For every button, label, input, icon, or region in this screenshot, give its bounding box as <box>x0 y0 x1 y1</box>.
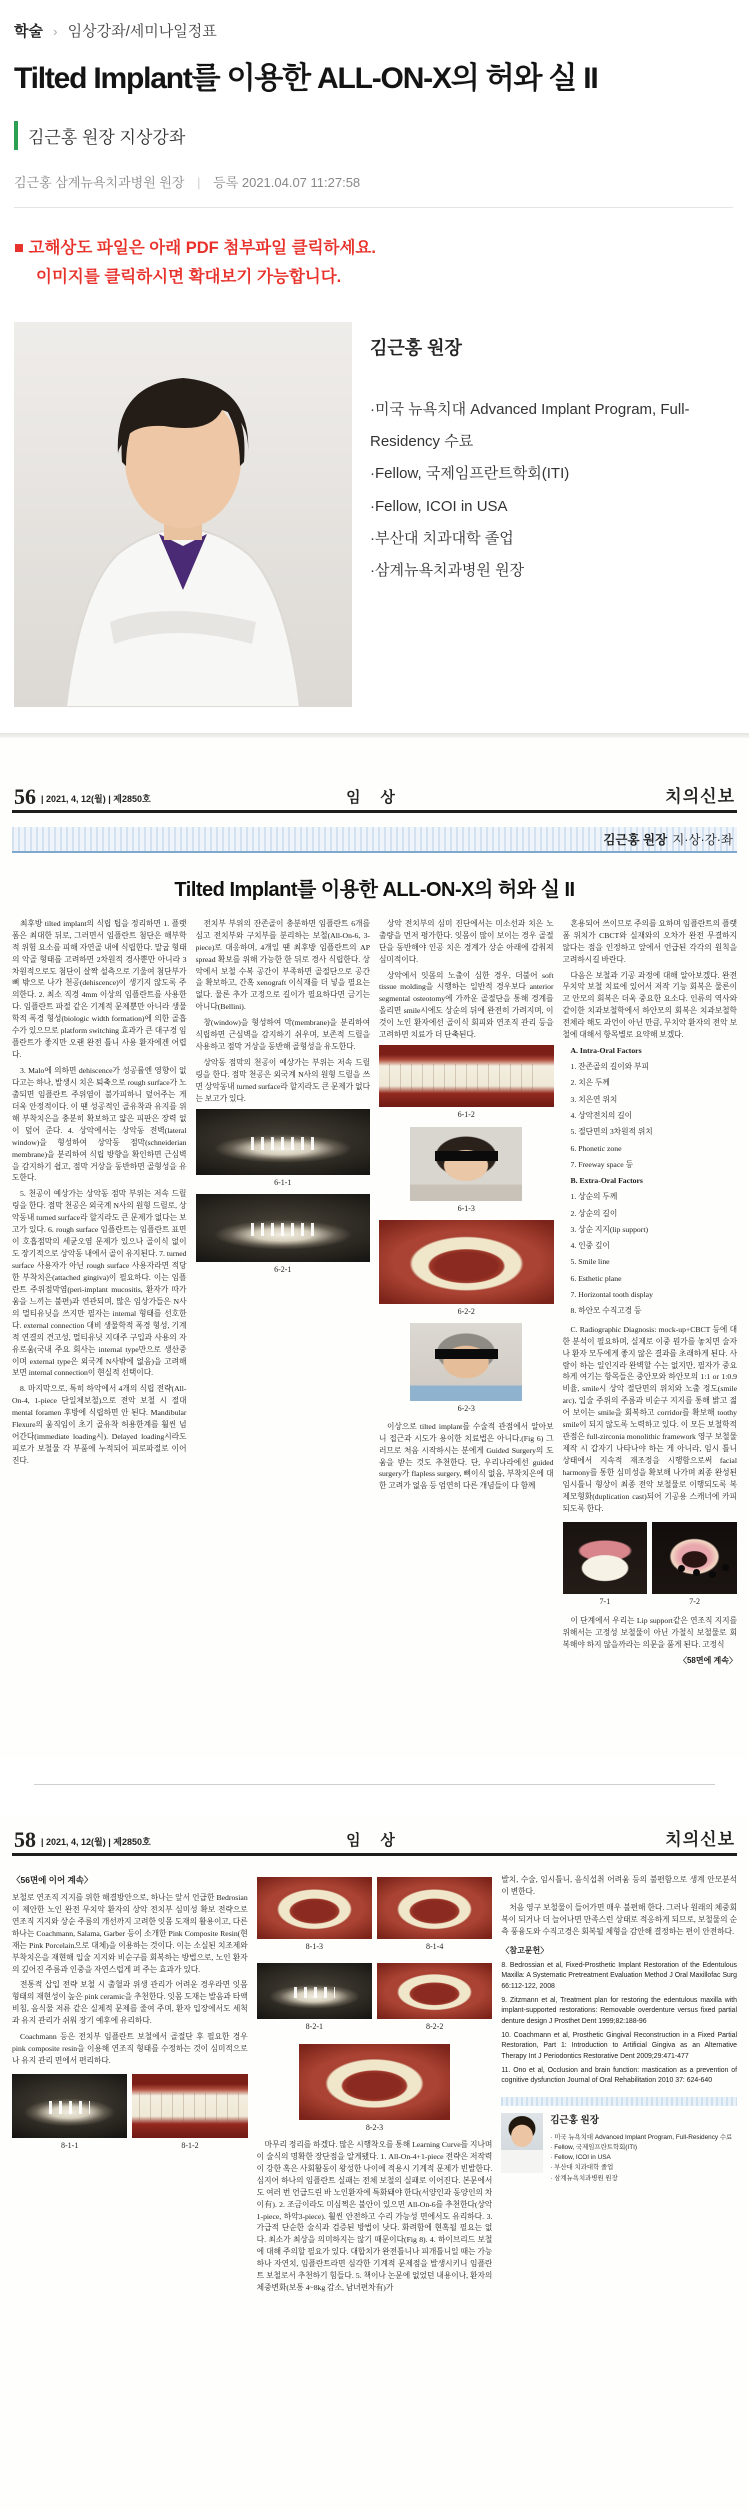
list-b-item: 8. 하안모 수직고경 등 <box>570 1306 642 1316</box>
list-a-item: 3. 치은연 위치 <box>570 1094 618 1104</box>
body-paragraph: 발치, 수술, 임시틀니, 음식섭취 어려움 등의 불편함으로 생계 안모분석이 변한다. <box>501 1874 737 1896</box>
body-paragraph: 전치부 부위의 잔존골이 충분하면 임플란트 6개를 심고 전치부와 구치부를 분리하는 보철(All-On-6, 3-piece)로 대응하며, 4개일 땐 최후방 임플란트의 AP spread 확보를 위해 가능한 한 뒤로 경사 식립한다. 상악에서 보철 수복 공간이 부족하면 골절단으로 공간을 확보하고, 간혹 xenograft 이식재를 더 넣을 필요는 없다. 물론 추가 고정으로 길이가 필요하다면 금기는 아니다(Bellini). <box>195 918 370 1012</box>
notice-line-2: 이미지를 클릭하시면 확대보기 가능합니다. <box>36 267 342 286</box>
figure-8-1-2[interactable] <box>132 2074 247 2157</box>
breadcrumb-category-link[interactable]: 임상강좌/세미나일정표 <box>67 23 217 40</box>
lower-arch-photo <box>377 1877 492 1939</box>
figure-8-2-1[interactable] <box>257 1963 372 2038</box>
doctor-photo[interactable] <box>14 322 352 707</box>
figure-8-1-1[interactable] <box>12 2074 127 2157</box>
bio-name: 김근홍 원장 <box>550 2114 599 2126</box>
figure-caption: 8-1-1 <box>61 2141 79 2151</box>
body-paragraph: 창(window)을 형성하여 막(membrane)을 분리하여 식립하면 근심벽을 감지하기 쉬우며, 보존적 드릴을 사용하고 점막 거상을 동반해 골형성을 유도한다. <box>195 1018 370 1052</box>
credential-line: ·미국 뉴욕치대 Advanced Implant Program, Full-Residency 수료 <box>370 400 690 450</box>
figure-caption: 8-2-1 <box>305 2022 323 2032</box>
column-banner <box>12 827 737 853</box>
references-title: 〈참고문헌〉 <box>501 1946 549 1956</box>
section-label: 임 상 <box>346 789 403 806</box>
page58-body <box>12 1874 737 2492</box>
page-divider <box>34 1784 715 1785</box>
bio-line: · Fellow, 국제임프란트학회(ITI) <box>550 2143 638 2151</box>
figure-caption: 7-1 <box>599 1596 611 1606</box>
byline <box>14 172 733 208</box>
figure-caption: 6-1-2 <box>457 1110 475 1120</box>
body-paragraph: 8. 마지막으로, 특히 하악에서 4개의 식립 전략(All-On-4, 1-piece 단일체보철)으로 전악 보철 시 절대 mental foramen 후방에 식립하면 안 된다. Mandibular Flexure의 움직임이 초기 골유착 허용한계를 훨씬 넘어간다(immediate loading시). Delayed loading시라도 피로가 보철물 각 부품에 누적되어 피로파절로 이어진다. <box>12 1384 187 1465</box>
body-paragraph: 전통적 삽입 전략 보철 시 출혈과 위생 관리가 어려운 경우라면 잇몸 형태의 재현성이 높은 pink ceramic을 추천한다. 잇몸 도재는 발음과 타액 비침, 음식물 저류 같은 실제적 문제를 줄여 주며, 환자 입장에서도 세척과 유지 관리가 쉬워 장기 예후에 유리하다. <box>12 1980 248 2026</box>
figure-caption: 7-2 <box>689 1596 700 1606</box>
breadcrumb-separator-icon: › <box>53 24 58 39</box>
masthead: 치의신보 <box>665 1829 735 1849</box>
page56-column-2 <box>196 918 371 1740</box>
intraoral-frontal-photo <box>379 1045 554 1107</box>
continued-from-marker: 〈56면에 이어 계속〉 <box>12 1874 93 1885</box>
list-a-item: 5. 절단면의 3차원적 위치 <box>570 1127 653 1137</box>
banner-author: 김근홍 원장 <box>603 832 668 847</box>
figure-caption: 8-2-2 <box>426 2022 444 2032</box>
list-b-item: 7. Horizontal tooth display <box>570 1290 653 1300</box>
body-paragraph: 3. Malo에 의하면 dehiscence가 성공률엔 영향이 없다고는 하나, 발생시 치은 퇴축으로 rough surface가 노출되면 임플란트 주위염이 불가피하니 덮어주는 게 더욱 안정적이다. 이 땐 성공적인 골유착과 유지를 위해 부착치은을 충분히 확보하고 얇은 피판은 장력 없이 덮어 준다. 4. 상악에서는 상악동 전벽(lateral window)을 형성하여 상악동 점막(schneiderian membrane)을 분리하여 식립 방향을 확인하면 근심벽을 감지하기 쉽고, 점막 거상을 동반하면 골형성을 유도한다. <box>12 1066 187 1183</box>
panoramic-xray-image <box>12 2074 127 2138</box>
page58-column-3 <box>501 1874 737 2492</box>
section-label: 임 상 <box>346 1832 403 1849</box>
list-b-item: 1. 상순의 두께 <box>570 1192 618 1202</box>
page-number: 58 <box>14 1826 36 1852</box>
credential-line: ·Fellow, 국제임프란트학회(ITI) <box>370 465 570 483</box>
body-paragraph: 최후방 tilted implant의 식립 팁을 정리하면 1. 플랫폼은 최대한 뒤로, 그러면서 임플란트 첨단은 해부학적 위험 요소를 피해 자연골 내에 식립한다. 말굽 형태의 악골 형태를 고려하면 2차원적 경사뿐만 아니라 3차원적으로도 첨단이 살짝 설측으로 기울여 첨단부가 뼈 밖으로 나가 천공(dehiscence)이 생기지 않도록 주의한다. 2. 최소 직경 4mm 이상의 임플란트를 사용한다. 임플란트 파절 같은 기계적 문제뿐만 아니라 생물학적 폭경 형성(biologic width formation)에 의한 골흡수가 있으므로 platform switching 효과가 큰 대구경 임플란트가 좋지만 오랜 완전 틀니 사용 환자에겐 어렵다. <box>12 918 187 1060</box>
continued-marker: 〈58면에 계속〉 <box>678 1655 737 1665</box>
registered-timestamp: 등록 2021.04.07 11:27:58 <box>213 175 361 190</box>
panoramic-xray-image <box>196 1109 371 1175</box>
credential-line: ·삼계뉴욕치과병원 원장 <box>370 562 525 579</box>
body-paragraph: 상악동 점막의 천공이 예상가는 부위는 저속 드릴링을 한다. 점막 천공은 외국계 N사의 원형 드릴을 쓰면 상악동내 turned surface라 할지라도 큰 문제가 없다는 보고가 있다. <box>195 1058 370 1103</box>
page58-column-1 <box>12 1874 248 2492</box>
article-subtitle: 김근홍 원장 지상강좌 <box>14 121 733 150</box>
credential-name: 김근홍 원장 <box>370 337 462 358</box>
figure-caption: 6-1-3 <box>457 1203 475 1213</box>
doctor-photo-image <box>14 322 352 707</box>
author-name: 김근홍 삼계뉴욕치과병원 원장 <box>14 175 185 190</box>
prosthesis-intaglio-photo <box>652 1522 737 1594</box>
newspaper-page-56[interactable] <box>0 738 749 1758</box>
figure-caption: 8-1-3 <box>305 1941 323 1951</box>
upper-arch-photo <box>379 1220 554 1304</box>
bio-line: · 부산대 치과대학 졸업 <box>550 2164 614 2172</box>
list-a-item: 2. 치은 두께 <box>570 1078 610 1088</box>
article-page <box>0 0 749 707</box>
reference-item: 10. Coachmann et al, Prosthetic Gingival Reconstruction in a Fixed Partial Restoration, Part 1: Introduction to Artificial Gingiva as an Alternative Therapy Int J Periodontics Restorative Dent 2009;29:471-477 <box>501 2031 737 2060</box>
page56-body <box>12 918 737 1740</box>
list-a-item: 6. Phonetic zone <box>570 1143 622 1153</box>
page56-column-3 <box>379 918 554 1740</box>
page56-column-4 <box>563 918 738 1740</box>
newspaper-header-58 <box>12 1825 737 1856</box>
body-paragraph: 5. 천공이 예상가는 상악동 점막 부위는 저속 드릴링을 한다. 점막 천공은 외국계 N사의 원형 드릴로, 상악동내 turned surface라 할지라도 큰 문제가 없다는 보고가 있다. 6. rough surface 임플란트는 임플란트 표면이 호흡점막의 세균오염 문제가 있으나 골이식 없이도 장기적으로 상악동 내에서 골이 유지된다. 7. turned surface 사용자가 아닌 rough surface 사용자라면 적당한 부착치은(attached gingiva)이 필요하다. 이는 임플란트 주위점막염(peri-implant mucositis, 환자가 따가움을 느끼는 불편)과 연관되며, 많은 임상가들은 N사의 멀티유닛을 쓰지만 필자는 internal 형태를 선호한다. external connection 대비 생물학적 폭경 형성, 기계적 연결의 견고성, 멀티유닛 지대주 구입과 사용의 자유로움(국내 주요 회사는 internal type만으로 생산중이며 external type은 외국계 N사밖에 없음)을 고려해 보면 internal connection이 현실적 선택이다. <box>12 1189 187 1378</box>
bio-banner-stripe <box>501 2097 737 2106</box>
list-a-item: 7. Freeway space 등 <box>570 1159 633 1169</box>
reference-item: 9. Zitzmann et al, Treatment plan for restoring the edentulous maxilla with implant-supported restorations: Removable overdenture versus fixed partial denture design J Prosthet Dent 1999;82:188-96 <box>501 1996 737 2025</box>
body-paragraph: 혼용되어 쓰이므로 주의를 요하며 임플란트의 플랫폼 위치가 CBCT와 실재와의 오차가 완전 무결하지 않다는 점을 인정하고 앞에서 언급된 각각의 원칙을 고려하시길 바란다. <box>562 918 737 964</box>
credential-line: ·부산대 치과대학 졸업 <box>370 529 514 547</box>
bio-line: · 삼계뉴욕치과병원 원장 <box>550 2174 618 2182</box>
body-paragraph: 상악 전치부의 심미 진단에서는 미소선과 치은 노출량을 먼저 평가한다. 잇몸이 많이 보이는 경우 골절단을 동반해야 인공 치은 경계가 상순 아래에 감춰져 심미적이다. <box>379 918 554 964</box>
figure-6-1-1[interactable] <box>196 1109 371 1189</box>
figure-8-2-3[interactable] <box>299 2044 450 2134</box>
figure-6-2-3[interactable] <box>410 1323 522 1415</box>
masthead: 치의신보 <box>665 786 735 806</box>
figure-caption: 6-2-1 <box>274 1265 292 1275</box>
figure-caption: 6-1-1 <box>274 1177 292 1187</box>
patient-face-photo <box>410 1127 522 1201</box>
figure-6-2-2[interactable] <box>379 1220 554 1318</box>
page58-column-2 <box>257 1874 493 2492</box>
body-paragraph: 상악에서 잇몸의 노출이 심한 경우, 더불어 soft tissue molding을 시행하는 일반적 경우보다 anterior segmental osteotomy에 가까운 골절단을 통해 경계를 올리면 smile시에도 상순의 뒤에 완전히 가려지며, 이것이 노인 환자에선 골이식 회피와 연조직 관리 등을 고려하면 치료가 더 단축된다. <box>379 970 554 1040</box>
upper-arch-photo <box>257 1877 372 1939</box>
issue-info: | 2021, 4, 12(월) | 제2850호 <box>41 793 151 804</box>
list-b-item: 3. 상순 지지(lip support) <box>570 1224 649 1234</box>
figure-8-1-3[interactable] <box>257 1877 372 1958</box>
figure-6-1-3[interactable] <box>410 1127 522 1215</box>
lower-arch-restoration-photo <box>299 2044 450 2120</box>
list-b-item: 2. 상순의 길이 <box>570 1208 618 1218</box>
list-b-item: 5. Smile line <box>570 1257 610 1267</box>
list-a-title: A. Intra-Oral Factors <box>570 1046 642 1056</box>
body-paragraph: 마무리 정리를 하겠다. 많은 시행착오를 통해 Learning Curve를 지나며 이 술식의 명확한 장단점을 알게됐다. 1. All-On-4+1-piece 전략은 저작력이 강한 혹은 사회활동이 왕성한 나이에 적용시 기계적 문제가 빈발한다. 심지어 하나의 임플란트 실패는 전체 보철의 실패로 이어진다. 본문에서도 여러 번 언급드린 바 노인환자에 특화돼야 한다(서양인과 동양인의 차이有). 2. 조금이라도 미심쩍은 불안이 있으면 All-On-6를 추천한다(상악1-piece, 하악3-piece). 훨씬 안전하고 수리 가능성 면에서도 유리하다. 3. 가급적 단순한 술식과 검증된 방법이 낫다. 화려함에 현혹될 필요는 없다. 최소가 최상을 의미하지는 않기 때문이다(Fig 8). 4. 하이브리드 보철에 대해 주의할 필요가 있다. 대합치가 완전틀니나 피개틀니일 때는 가능하나 자연치, 임플란트라면 심각한 기계적 문제점을 발생시키니 임플란트 보철로서 추천하기 힘들다. 5. 책이나 논문에 없었던 내용이나, 환자의 체중변화(보통 4~8kg 감소, 남녀편차有)가 <box>256 2139 493 2293</box>
reference-item: 11. Ono et al, Occlusion and brain function: mastication as a prevention of cognitive dysfunction Journal of Oral Rehabilitation 2010 37: 624-640 <box>501 2067 737 2085</box>
bio-line: · 미국 뉴욕치대 Advanced Implant Program, Full-Residency 수료 <box>550 2133 733 2141</box>
figure-caption: 6-2-3 <box>457 1404 475 1414</box>
figure-7-1[interactable] <box>563 1522 648 1613</box>
body-paragraph: 이 단계에서 우리는 Lip support같은 연조직 지지를 위해서는 고정성 보철물이 아닌 가철식 보철물로 회복해야 하지 않을까라는 의문을 품게 된다. 고정식 <box>562 1616 737 1649</box>
list-b-title: B. Extra-Oral Factors <box>570 1176 643 1186</box>
figure-caption: 6-2-2 <box>457 1306 475 1316</box>
figure-7-2[interactable] <box>652 1522 737 1613</box>
intraoral-frontal-photo <box>132 2074 247 2138</box>
bio-photo <box>501 2113 543 2173</box>
page56-column-1 <box>12 918 187 1740</box>
figure-8-1-4[interactable] <box>377 1877 492 1958</box>
patient-face-photo <box>410 1323 522 1401</box>
figure-caption: 8-1-2 <box>181 2141 199 2151</box>
byline-divider: | <box>197 175 201 190</box>
body-paragraph: Coachmann 등은 전치부 임플란트 보철에서 골절단 후 필요한 경우 pink composite resin을 이용해 연조직 형태를 수정하는 것이 심미적으로나 유지 관리 면에서 편리하다. <box>12 2032 248 2066</box>
author-bio-box <box>501 2097 737 2184</box>
body-paragraph: C. Radiographic Diagnosis: mock-up+CBCT 등에 대한 분석이 필요하며, 실제로 이중 뭔가를 놓치면 술자나 환자 모두에게 좋지 않은 결과를 초래하게 된다. 사람이 하는 일인지라 완벽할 수는 없지만, 필자가 중요하게 여기는 항목들은 중안모와 하안모의 1:1 or 1:0.9 비율, smile시 상악 절단면의 위치와 노출 정도(smile arc), 입술 주위의 주름과 비순구 지지를 통해 밝고 젊어 보이는 smile을 회복하고 corridor를 확보해 toothy smile이 되지 않도록 노력하고 있다. 이 모든 보철학적 관점은 full-zirconia monolithic framework 영구 보철물 제작 시 갑자기 나타나야 하는 게 아니라, 임시 틀니 상태에서 지속적 재조정을 시행함으로써 facial harmony를 통한 심미성을 확보해 나가며 최종 완성된 임시틀니 형상이 최종 전악 보철물로 이행되도록 복제모형화(duplication cast)되어 기공용 스캐너에 카피되도록 한다. <box>562 1324 737 1513</box>
banner-series-title: 지·상·강·좌 <box>672 832 733 847</box>
list-b-item: 6. Esthetic plane <box>570 1273 622 1283</box>
reference-item: 8. Bedrossian et al, Fixed-Prosthetic Implant Restoration of the Edentulous Maxilla: A Systematic Pretreatment Evaluation Method J Oral Maxillofac Surg 66:112-122, 2008 <box>501 1961 737 1990</box>
article-headline-56: Tilted Implant를 이용한 ALL-ON-X의 허와 실 II <box>174 878 575 901</box>
credential-line: ·Fellow, ICOI in USA <box>370 497 508 515</box>
body-paragraph: 보철로 연조직 지지를 위한 해결방안으로, 하나는 앞서 언급한 Bedrosian이 제안한 노인 완전 무치악 환자의 상악 전치부 심미성 확보 전략으로 연조직 지지와 상순 주름의 개선까지 고려한 잇몸 도재의 활용이고, 다른 하나는 Coachmann, Salama, Garber 등이 소개한 Pink Composite Resin(현재는 Pink Porcelain으로 대체)을 이용하는 것이다. 이는 소실된 치조제와 부착치은을 재현해 입술 지지와 비순구를 회복하는 방법으로, 노인 환자의 깊어진 주름과 인중을 자연스럽게 펴 주는 효과가 있다. <box>12 1892 248 1974</box>
figure-8-2-2[interactable] <box>377 1963 492 2038</box>
bio-line: · Fellow, ICOI in USA <box>550 2154 611 2161</box>
panoramic-xray-image <box>257 1963 372 2019</box>
newspaper-page-58[interactable] <box>0 1815 749 2510</box>
figure-6-2-1[interactable] <box>196 1194 371 1276</box>
author-credentials <box>370 322 733 707</box>
body-paragraph: 이상으로 tilted implant를 수술적 관점에서 알아보니 접근과 시도가 용이한 치료법은 아니다.(Fig 6) 그러므로 처음 시작하시는 분에게 Guided Surgery의 도움을 받는 것도 추천한다. 단, 우리나라에선 guided surgery가 flapless surgery, 뼈이식 없음, 부착치은에 대한 고려가 없음 등 엄연히 다른 개념들이 다 함께 <box>379 1421 554 1491</box>
body-paragraph: 처음 영구 보철물이 들어가면 매우 불편해 한다. 그러나 원래의 체중회복이 되거나 더 늘어나면 만족스런 상태로 적응하게 되므로, 보철물의 순측 풍융도와 수직고경은 회복될 체형을 감안해 결정하는 편이 안전하다. <box>501 1902 737 1936</box>
notice-line-1: ■ 고해상도 파일은 아래 PDF 첨부파일 클릭하세요. <box>14 239 376 257</box>
page-title: Tilted Implant를 이용한 ALL-ON-X의 허와 실 II <box>14 62 598 95</box>
issue-info: | 2021, 4, 12(월) | 제2850호 <box>41 1836 151 1847</box>
breadcrumb-section-link[interactable]: 학술 <box>14 23 43 40</box>
body-paragraph: 다음은 보철과 기공 과정에 대해 알아보겠다. 완전 무치악 보철 치료에 있어서 저작 기능 회복은 물론이고 안모의 회복은 더욱 중요한 요소다. 인류의 역사와 같이한 치과보철학에서 하안모의 회복은 치과보철학 전체라 해도 과언이 아닌 만큼, 무치악 환자의 전악 보철에 대해서 항목별로 요약해 보겠다. <box>562 970 737 1040</box>
newspaper-header-56 <box>12 782 737 813</box>
prosthesis-photo <box>563 1522 648 1594</box>
list-a-item: 4. 상악전치의 길이 <box>570 1111 633 1120</box>
pdf-notice <box>14 234 733 292</box>
list-b-item: 4. 인중 깊이 <box>570 1241 610 1251</box>
figure-caption: 8-2-3 <box>365 2122 384 2132</box>
figure-caption: 8-1-4 <box>426 1941 444 1951</box>
list-a-item: 1. 잔존골의 길이와 부피 <box>570 1062 649 1072</box>
panoramic-xray-image <box>196 1194 371 1262</box>
author-profile <box>14 322 733 707</box>
breadcrumb <box>14 20 733 41</box>
page-number: 56 <box>14 783 36 809</box>
figure-6-1-2[interactable] <box>379 1045 554 1121</box>
lower-arch-implant-photo <box>377 1963 492 2019</box>
